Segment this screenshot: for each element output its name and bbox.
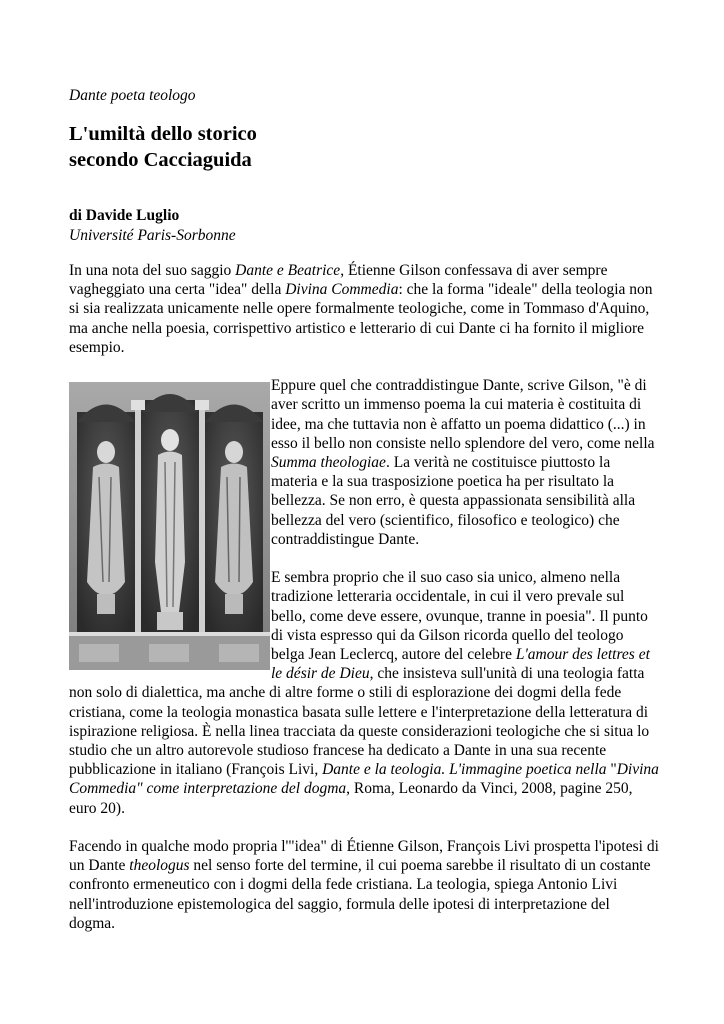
title-line-1: L'umiltà dello storico [69, 123, 257, 145]
p4-text: Facendo in qualche modo propria l'"idea" di Étienne Gilson, François Livi prospetta l'ipotesi di un Dante [69, 838, 659, 875]
author-affiliation: Université Paris-Sorbonne [69, 227, 236, 244]
p2-text: . La verità ne costituisce piuttosto la materia e la sua trasposizione poetica ha per risultato la bellezza. Se non erro, è questa appassionata sensibilità alla bellezza del vero (scientifico, filosofico e teologico) che contraddistingue Dante. [271, 454, 636, 548]
p1-book-title: Dante e Beatrice [235, 262, 341, 279]
p3-book-title: L'amour des lettres et le désir de Dieu [271, 646, 650, 683]
section-kicker: Dante poeta teologo [69, 87, 196, 104]
p1-text: , Étienne Gilson confessava di aver sempre vagheggiato una certa "idea" della [69, 262, 608, 299]
p1-text: : che la forma "ideale" della teologia non si sia realizzata unicamente nelle opere formalmente teologiche, come in Tommaso d'Aquino, ma anche nella poesia, corrispettivo artistico e letterario di cui Dante ci ha fornito il migliore esempio. [69, 281, 653, 356]
paragraph-1 [69, 261, 659, 357]
statues-image [69, 382, 270, 670]
p3-text: , che insisteva sull'unità di una teologia fatta non solo di dialettica, ma anche di altre forme o stili di esplorazione dei dogmi della fede cristiana, come la teologia monastica basata sulle lettere e l'interpretazione della letteratura di ispirazione religiosa. È nella linea tracciata da queste considerazioni teologiche che si situa lo studio che un altro autorevole studioso francese ha dedicato a Dante in una sua recente pubblicazione in italiano (François Livi, [69, 665, 650, 779]
p1-work-title: Divina Commedia [285, 281, 399, 299]
p3-text: E sembra proprio che il suo caso sia unico, almeno nella tradizione letteraria occidentale, in cui il vero prevale sul bello, come deve essere, ovunque, tranne in poesia". Il punto di vista espresso qui da Gilson ricorda quello del teologo belga Jean Leclercq, autore del celebre [271, 569, 648, 664]
title-line-2: secondo Cacciaguida [69, 149, 252, 171]
p2-text: Eppure quel che contraddistingue Dante, scrive Gilson, "è di aver scritto un immenso poema la cui materia è costituita di idee, ma che tuttavia non è affatto un poema didattico (...) in esso il bello non consiste nello splendore del vero, come nella [271, 377, 655, 452]
p1-text: In una nota del suo saggio [69, 262, 236, 279]
p3-text: , Roma, Leonardo da Vinci, 2008, pagine 250, euro 20). [69, 780, 633, 817]
p4-term: theologus [129, 857, 190, 875]
statues-illustration [69, 382, 270, 670]
article-body [69, 261, 659, 952]
p3-book-title: Divina Commedia" come interpretazione del dogma [69, 761, 659, 798]
article-title [69, 121, 257, 173]
paragraph-4 [69, 837, 659, 933]
p2-work-title: Summa theologiae [271, 454, 386, 472]
p3-text: " [610, 761, 617, 779]
author-name: di Davide Luglio [69, 207, 180, 224]
p3-book-title: Dante e la teologia. L'immagine poetica nella [322, 761, 611, 779]
p4-text: nel senso forte del termine, il cui poema sarebbe il risultato di un costante confronto ermeneutico con i dogmi della fede cristiana. La teologia, spiega Antonio Livi nell'introduzione epistemologica del saggio, formula delle ipotesi di interpretazione del dogma. [69, 857, 651, 932]
